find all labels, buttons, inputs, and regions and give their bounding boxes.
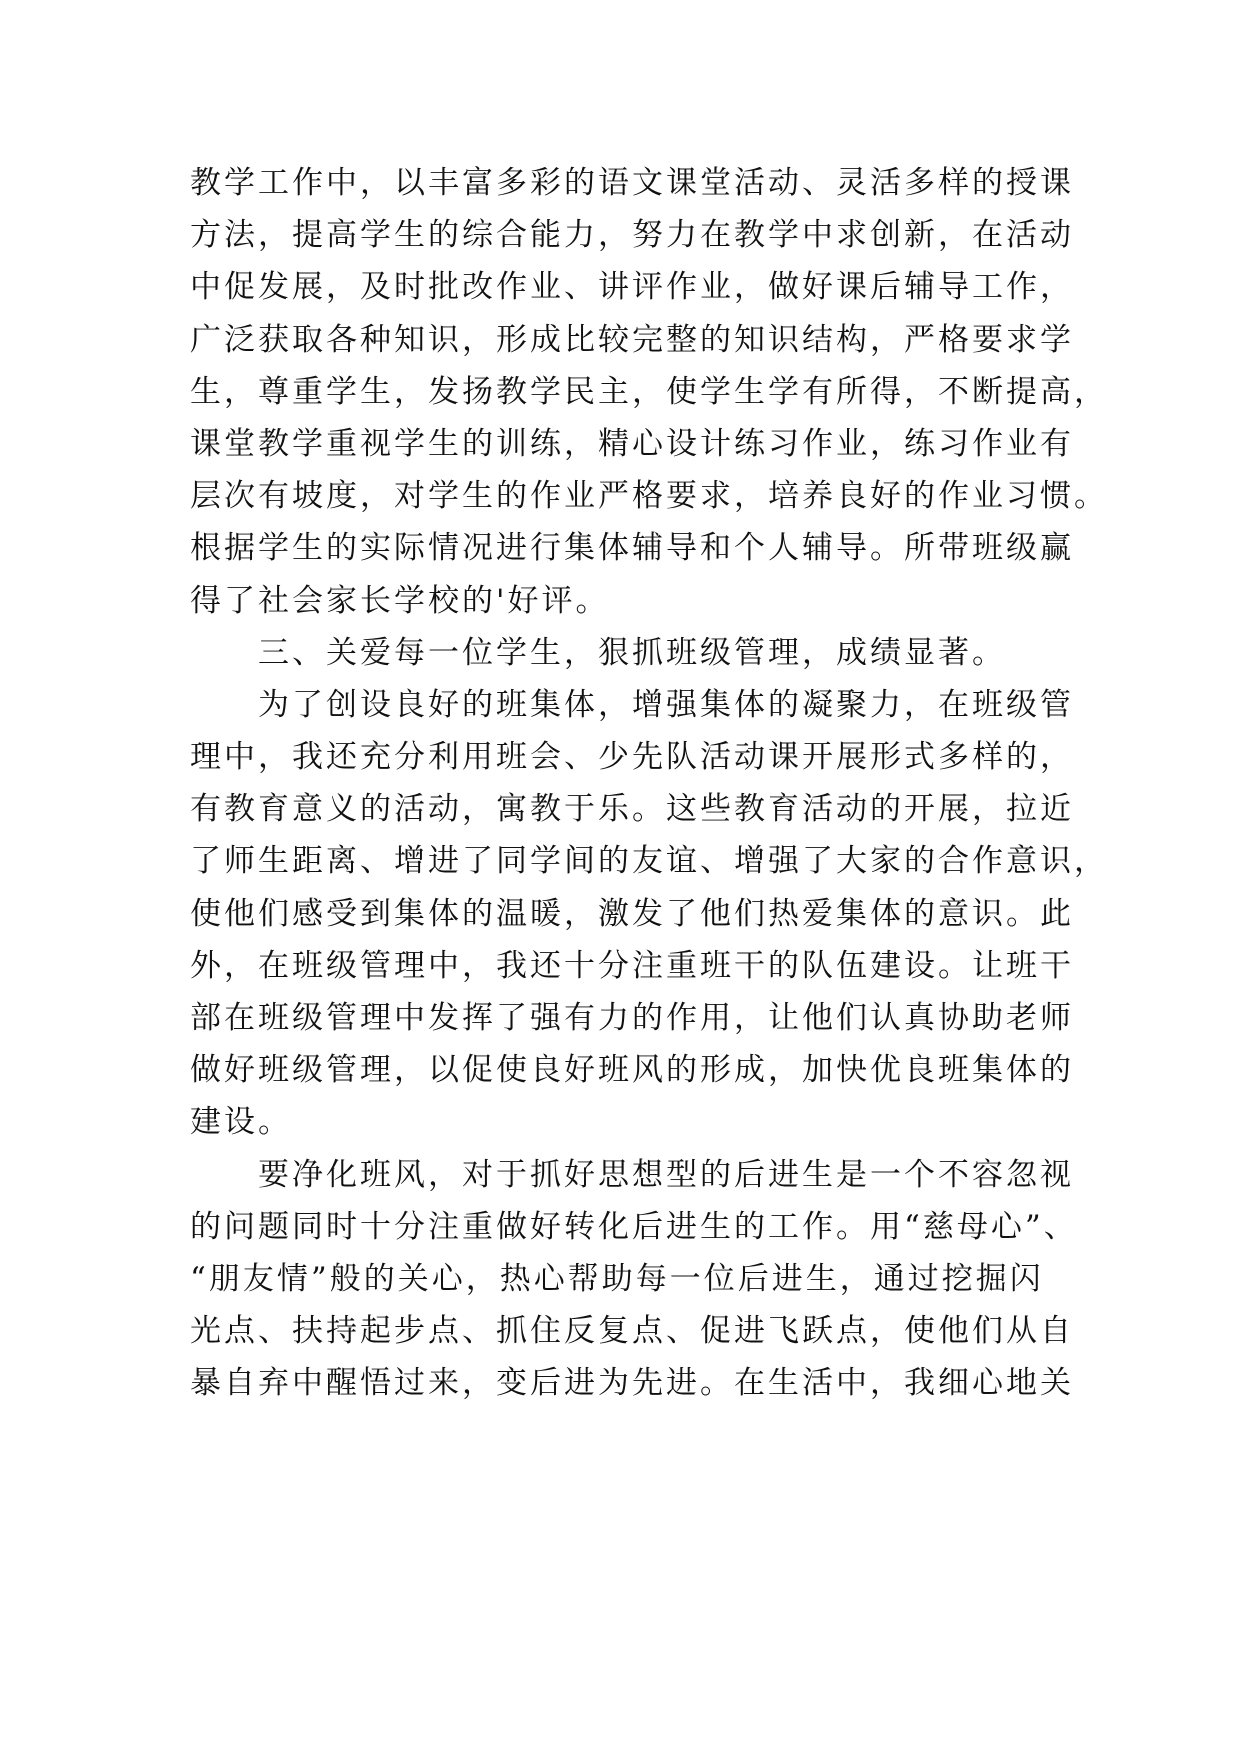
text-line: 做好班级管理，以促使良好班风的形成，加快优良班集体的 xyxy=(190,1052,1074,1089)
text-line: 根据学生的实际情况进行集体辅导和个人辅导。所带班级赢 xyxy=(190,530,1074,567)
text-line: 中促发展，及时批改作业、讲评作业，做好课后辅导工作， xyxy=(190,269,1074,306)
text-line: 了师生距离、增进了同学间的友谊、增强了大家的合作意识， xyxy=(190,843,1108,880)
text-line: 暴自弃中醒悟过来，变后进为先进。在生活中，我细心地关 xyxy=(190,1365,1074,1402)
body-text xyxy=(190,157,1108,1410)
text-line: 层次有坡度，对学生的作业严格要求，培养良好的作业习惯。 xyxy=(190,478,1108,515)
text-line: 部在班级管理中发挥了强有力的作用，让他们认真协助老师 xyxy=(190,1000,1074,1036)
text-line: 理中，我还充分利用班会、少先队活动课开展形式多样的， xyxy=(190,739,1074,776)
paragraph-start: 要净化班风，对于抓好思想型的后进生是一个不容忽视 xyxy=(258,1156,1074,1193)
text-line: 外，在班级管理中，我还十分注重班干的队伍建设。让班干 xyxy=(190,947,1074,984)
text-line: 课堂教学重视学生的训练，精心设计练习作业，练习作业有 xyxy=(190,425,1074,462)
text-line: 建设。 xyxy=(190,1104,292,1141)
text-line: 生，尊重学生，发扬教学民主，使学生学有所得，不断提高， xyxy=(190,373,1108,410)
text-line: “朋友情”般的关心，热心帮助每一位后进生，通过挖掘闪 xyxy=(190,1260,1044,1297)
text-line: 广泛获取各种知识，形成比较完整的知识结构，严格要求学 xyxy=(190,321,1074,358)
section-heading: 三、关爱每一位学生，狠抓班级管理，成绩显著。 xyxy=(258,634,1006,671)
text-line: 教学工作中，以丰富多彩的语文课堂活动、灵活多样的授课 xyxy=(190,165,1074,201)
text-line: 得了社会家长学校的'好评。 xyxy=(190,582,610,619)
text-line: 方法，提高学生的综合能力，努力在教学中求创新，在活动 xyxy=(190,217,1074,254)
text-line: 使他们感受到集体的温暖，激发了他们热爱集体的意识。此 xyxy=(190,895,1074,932)
text-line: 光点、扶持起步点、抓住反复点、促进飞跃点，使他们从自 xyxy=(190,1313,1074,1350)
text-line: 的问题同时十分注重做好转化后进生的工作。用“慈母心”、 xyxy=(190,1208,1078,1245)
paragraph-start: 为了创设良好的班集体，增强集体的凝聚力，在班级管 xyxy=(258,686,1074,723)
text-line: 有教育意义的活动，寓教于乐。这些教育活动的开展，拉近 xyxy=(190,791,1074,828)
